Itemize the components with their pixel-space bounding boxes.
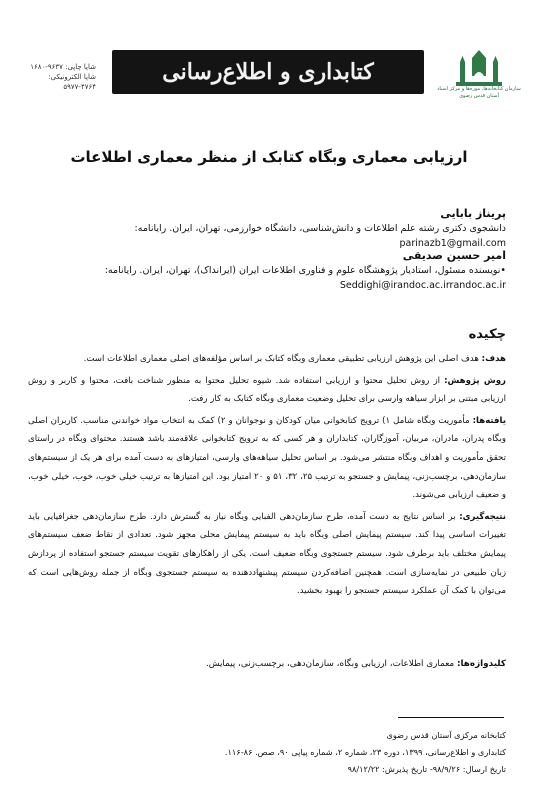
section-text: از روش تحلیل محتوا و ارزیابی استفاده شد. شیوه تحلیل محتوا به منظور شناخت بافت، محتوا و کاربر و روش ارزیابی مبتنی بر ابزار سیاهه وارسی برای تحلیل وضعیت معماری وبگاه کتابک به کار رفت. — [28, 375, 506, 405]
keywords — [28, 656, 506, 672]
section-text: بر اساس نتایج به دست آمده، طرح سازمان‌دهی الفبایی وبگاه نیاز به گسترش دارد. طرح سازمان‌دهی جغرافیایی باید تغییرات اساسی پیدا کند. سیستم پیمایش اصلی وبگاه باید به سیستم پیمایش محلی مجهز شود. تعدادی از نقاط ضعف سیستم‌های پیمایش مختلف باید برطرف شود. سیستم جستجوی وبگاه ضعیف است. یکی از راهکارهای تقویت سیستم جستجو استفاده از پردازش زبان طبیعی در نمایه‌سازی است. همچنین اضافه‌کردن سیستم پیشنهاددهنده به سیستم جستجوی وبگاه از جمله روش‌هایی است که می‌توان با کمک آن عملکرد سیستم جستجو را بهبود بخشید. — [28, 511, 506, 597]
paper-title: ارزیابی معماری وبگاه کتابک از منظر معماری اطلاعات — [70, 148, 468, 166]
footnote-citation: کتابداری و اطلاع‌رسانی، ۱۳۹۹، دوره ۲۳، شماره ۲، شماره پیاپی ۹۰، صص. ۸۶-۱۱۶. — [224, 747, 506, 757]
logo-caption: سازمان کتابخانه‌ها، موزه‌ها و مرکز اسناد آستان قدس رضوی — [437, 86, 521, 99]
section-label: روش پژوهش: — [444, 375, 506, 386]
footnote-publisher: کتابخانه مرکزی آستان قدس رضوی — [386, 730, 506, 740]
keywords-label: کلیدواژه‌ها: — [456, 659, 506, 669]
abstract-body — [28, 350, 506, 601]
author-affiliation: •نویسنده مسئول، استادیار پژوهشگاه علوم و فناوری اطلاعات ایران (ایرانداک)، تهران، ایران. رایانامه: — [104, 265, 506, 276]
affiliation-text: دانشجوی دکتری رشته علم اطلاعات و دانش‌شناسی، دانشگاه خوارزمی، تهران، ایران. رایانامه: — [134, 223, 506, 234]
author-block — [30, 248, 506, 293]
issn-print: شاپا چاپی: ۹۶۳۷-۱۶۸۰ — [30, 63, 96, 71]
author-email — [30, 278, 506, 293]
keywords-text: معماری اطلاعات، ارزیابی وبگاه، سازمان‌دهی، برچسب‌زنی، پیمایش. — [205, 659, 455, 669]
footnote-divider — [398, 717, 504, 718]
section-text: هدف اصلی این پژوهش ارزیابی تطبیقی معماری وبگاه کتابک بر اساس مؤلفه‌های اصلی معماری اطلاعات است. — [83, 354, 479, 364]
author-affiliation — [30, 221, 506, 251]
abstract-section — [28, 372, 506, 409]
author-email[interactable]: parinazb1@gmail.com — [399, 238, 506, 249]
abstract-section — [28, 350, 506, 369]
section-label: یافته‌ها: — [472, 415, 507, 426]
section-label: نتیجه‌گیری: — [459, 511, 506, 522]
abstract-section — [28, 412, 506, 505]
section-label: هدف: — [481, 354, 506, 364]
author-name: پریناز بابایی — [440, 207, 506, 220]
author-block — [30, 206, 506, 251]
section-text: مأموریت وبگاه شامل ۱) ترویج کتابخوانی میان کودکان و نوجوانان و ۲) کمک به انتخاب مواد خواندنی مناسب. کاربران اصلی وبگاه پدران، مادران، مربیان، آموزگاران، کتابداران و هر کسی که به ترویج کتابخوانی علاقه‌مند باشد هستند. محتوای وبگاه در راستای تحقق مأموریت و اهداف وبگاه منتشر می‌شود. بر اساس تحلیل سیاهه‌های وارسی، امتیازهای به دست آمده برای هر یک از سیستم‌های سازمان‌دهی، برچسب‌زنی، پیمایش و جستجو به ترتیب ۲۵، ۳۲، ۵۱ و ۲۰ امتیاز بود. این امتیازها به ترتیب خیلی خوب، خوب، خیلی خوب، و ضعیف ارزیابی می‌شوند. — [28, 415, 506, 501]
abstract-section — [28, 508, 506, 601]
footnote-dates: تاریخ ارسال: ۹۸/۹/۲۶- تاریخ پذیرش: ۹۸/۱۲/۲۲ — [347, 764, 506, 774]
issn-online: شاپا الکترونیکی: ۴۷۶۴-۵۹۷۷ — [48, 73, 96, 91]
footnotes — [28, 727, 506, 778]
author-name: امیر حسین صدیقی — [402, 249, 506, 262]
journal-title: کتابداری و اطلاع‌رسانی — [162, 59, 374, 85]
journal-banner — [112, 50, 424, 94]
abstract-heading: چکیده — [468, 327, 506, 342]
email-link[interactable]: Seddighi@irandoc.ac.irrandoc.ac.ir — [339, 280, 506, 291]
issn-block — [14, 62, 96, 92]
